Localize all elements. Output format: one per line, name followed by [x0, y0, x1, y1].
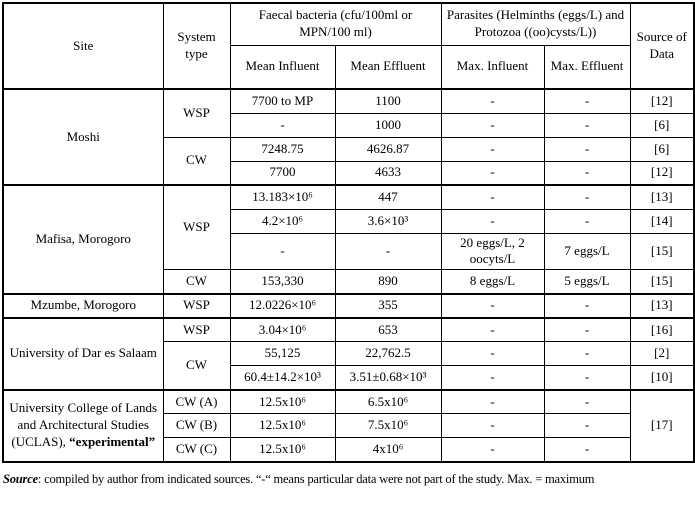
- table-footnote: [3, 472, 693, 487]
- table-cell: -: [441, 113, 544, 137]
- table-cell: 8 eggs/L: [441, 270, 544, 294]
- system-type-cell: CW (A): [163, 390, 230, 414]
- table-cell: -: [544, 209, 630, 233]
- table-cell: -: [441, 161, 544, 185]
- source-citation: [12]: [630, 89, 694, 113]
- table-cell: -: [544, 294, 630, 318]
- source-citation: [6]: [630, 113, 694, 137]
- table-cell: 890: [335, 270, 441, 294]
- table-cell: 12.5x10⁶: [230, 390, 335, 414]
- table-cell: -: [544, 438, 630, 462]
- table-cell: -: [441, 390, 544, 414]
- footnote-text: : compiled by author from indicated sources. “-“ means particular data were not part of the study. Max. = maximum: [37, 471, 595, 486]
- system-type-cell: CW: [163, 270, 230, 294]
- table-cell: -: [230, 113, 335, 137]
- header-max-influent: Max. Influent: [441, 45, 544, 89]
- header-system-type: System type: [163, 3, 230, 89]
- table-cell: 6.5x10⁶: [335, 390, 441, 414]
- source-citation: [17]: [630, 390, 694, 462]
- table-cell: 153,330: [230, 270, 335, 294]
- source-citation: [2]: [630, 342, 694, 366]
- table-cell: -: [441, 342, 544, 366]
- table-cell: 12.5x10⁶: [230, 438, 335, 462]
- source-citation: [13]: [630, 185, 694, 209]
- table-cell: 20 eggs/L, 2 oocyts/L: [441, 233, 544, 270]
- table-cell: 5 eggs/L: [544, 270, 630, 294]
- table-cell: 7700 to MP: [230, 89, 335, 113]
- source-citation: [16]: [630, 318, 694, 342]
- table-cell: -: [441, 294, 544, 318]
- system-type-cell: WSP: [163, 294, 230, 318]
- results-table: [2, 2, 695, 463]
- table-cell: -: [441, 185, 544, 209]
- table-cell: 55,125: [230, 342, 335, 366]
- site-cell: [3, 390, 163, 462]
- table-cell: -: [544, 342, 630, 366]
- source-citation: [15]: [630, 233, 694, 270]
- table-row: [3, 318, 694, 342]
- table-cell: -: [441, 89, 544, 113]
- header-mean-effluent: Mean Effluent: [335, 45, 441, 89]
- site-cell: Mzumbe, Morogoro: [3, 294, 163, 318]
- table-cell: -: [544, 113, 630, 137]
- table-cell: -: [230, 233, 335, 270]
- table-cell: 355: [335, 294, 441, 318]
- table-cell: -: [544, 89, 630, 113]
- header-parasites-group: Parasites (Helminths (eggs/L) and Protozoa ((oo)cysts/L)): [441, 3, 630, 45]
- table-cell: -: [544, 390, 630, 414]
- system-type-cell: CW (C): [163, 438, 230, 462]
- table-cell: 3.51±0.68×10³: [335, 366, 441, 390]
- table-cell: -: [544, 318, 630, 342]
- table-row: [3, 294, 694, 318]
- table-cell: 7 eggs/L: [544, 233, 630, 270]
- table-header: [3, 3, 694, 89]
- table-cell: -: [544, 137, 630, 161]
- system-type-cell: CW: [163, 137, 230, 185]
- table-cell: -: [441, 438, 544, 462]
- system-type-cell: CW: [163, 342, 230, 390]
- table-cell: 1100: [335, 89, 441, 113]
- system-type-cell: WSP: [163, 185, 230, 270]
- table-cell: -: [544, 366, 630, 390]
- table-body: [3, 89, 694, 462]
- table-cell: -: [441, 366, 544, 390]
- table-cell: 7248.75: [230, 137, 335, 161]
- header-faecal-bacteria-group: Faecal bacteria (cfu/100ml or MPN/100 ml): [230, 3, 441, 45]
- table-cell: 4x10⁶: [335, 438, 441, 462]
- table-cell: 7.5x10⁶: [335, 414, 441, 438]
- table-cell: 4633: [335, 161, 441, 185]
- header-source-of-data: Source of Data: [630, 3, 694, 89]
- site-cell-bold-text: “experimental”: [69, 434, 156, 450]
- table-cell: 60.4±14.2×10³: [230, 366, 335, 390]
- table-cell: 12.5x10⁶: [230, 414, 335, 438]
- table-cell: -: [441, 209, 544, 233]
- table-row: [3, 390, 694, 414]
- table-cell: 3.6×10³: [335, 209, 441, 233]
- table-cell: -: [544, 414, 630, 438]
- table-cell: 1000: [335, 113, 441, 137]
- table-row: [3, 185, 694, 209]
- source-citation: [10]: [630, 366, 694, 390]
- source-citation: [6]: [630, 137, 694, 161]
- table-cell: -: [335, 233, 441, 270]
- header-max-effluent: Max. Effluent: [544, 45, 630, 89]
- table-cell: 3.04×10⁶: [230, 318, 335, 342]
- table-cell: -: [544, 161, 630, 185]
- table-cell: 12.0226×10⁶: [230, 294, 335, 318]
- site-cell: Mafisa, Morogoro: [3, 185, 163, 294]
- source-citation: [13]: [630, 294, 694, 318]
- table-cell: 447: [335, 185, 441, 209]
- footnote-source-label: Source: [3, 471, 38, 486]
- table-cell: -: [441, 137, 544, 161]
- table-row: [3, 89, 694, 113]
- table-cell: 13.183×10⁶: [230, 185, 335, 209]
- table-cell: -: [441, 414, 544, 438]
- system-type-cell: WSP: [163, 318, 230, 342]
- source-citation: [14]: [630, 209, 694, 233]
- source-citation: [15]: [630, 270, 694, 294]
- table-cell: 653: [335, 318, 441, 342]
- site-cell: Moshi: [3, 89, 163, 185]
- table-cell: 22,762.5: [335, 342, 441, 366]
- table-cell: -: [441, 318, 544, 342]
- table-cell: 4.2×10⁶: [230, 209, 335, 233]
- system-type-cell: WSP: [163, 89, 230, 137]
- site-cell: University of Dar es Salaam: [3, 318, 163, 390]
- table-cell: -: [544, 185, 630, 209]
- header-mean-influent: Mean Influent: [230, 45, 335, 89]
- table-cell: 4626.87: [335, 137, 441, 161]
- system-type-cell: CW (B): [163, 414, 230, 438]
- header-site: Site: [3, 3, 163, 89]
- site-cell-text: University College of Lands and Architectural Studies (UCLAS),: [9, 400, 158, 450]
- source-citation: [12]: [630, 161, 694, 185]
- table-cell: 7700: [230, 161, 335, 185]
